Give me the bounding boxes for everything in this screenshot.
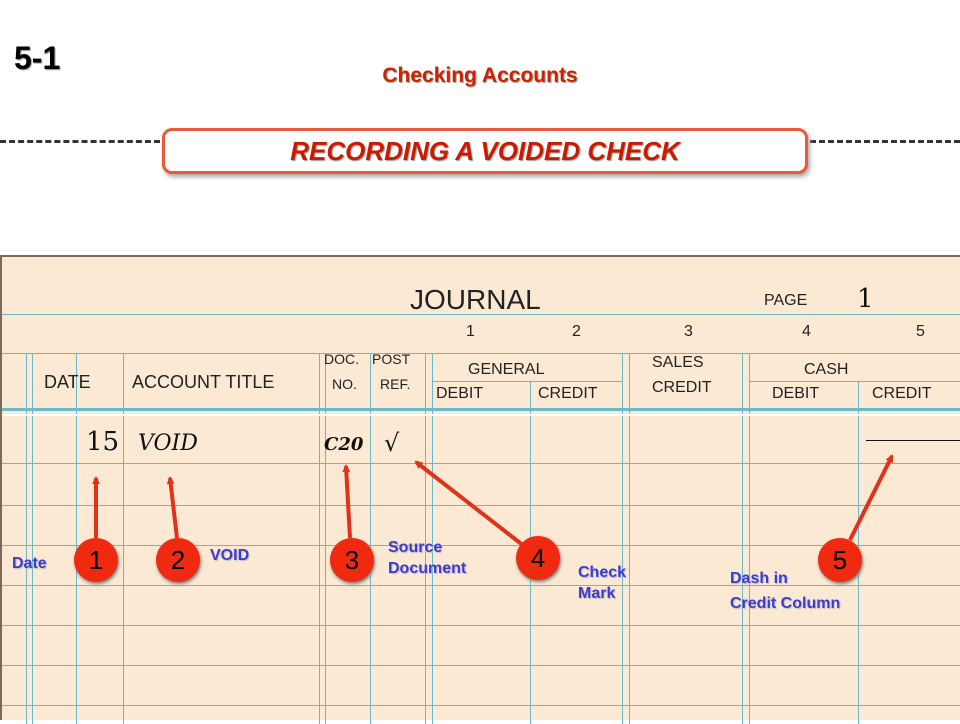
cash-credit-header: CREDIT: [872, 385, 932, 402]
general-header: GENERAL: [468, 361, 545, 378]
entry-check-mark: √: [384, 429, 400, 457]
arrow-2: [170, 478, 177, 538]
page-label: PAGE: [764, 292, 808, 309]
account-title-column-header: ACCOUNT TITLE: [132, 372, 275, 392]
callout-badge-2: 2: [156, 538, 200, 582]
column-number: 4: [802, 323, 811, 340]
title-banner: RECORDING A VOIDED CHECK: [162, 128, 808, 174]
column-number: 2: [572, 323, 581, 340]
callout-label-void: VOID: [210, 547, 250, 564]
date-column-header: DATE: [44, 372, 91, 392]
column-number: 1: [466, 323, 475, 340]
callout-label-check-mark: [578, 562, 626, 604]
callout-badge-1: 1: [74, 538, 118, 582]
callout-badge-4: 4: [516, 536, 560, 580]
column-number: 5: [916, 323, 925, 340]
callout-label-line: Dash in: [730, 570, 788, 587]
post-ref-header-line2: REF.: [380, 376, 411, 392]
cash-debit-header: DEBIT: [772, 385, 820, 402]
callout-label-line: Source: [388, 539, 443, 556]
sales-header-line1: SALES: [652, 354, 704, 371]
post-ref-header-line1: POST: [372, 351, 411, 367]
entry-doc-no: C20: [324, 434, 364, 455]
arrow-5: [850, 456, 892, 540]
page-number: 1: [857, 284, 874, 314]
callout-label-line: Credit Column: [730, 595, 841, 612]
callout-badge-3: 3: [330, 538, 374, 582]
callout-label-dash: [730, 566, 840, 616]
arrow-4: [416, 462, 524, 546]
callout-label-source-document: [388, 537, 466, 579]
cash-header: CASH: [804, 361, 849, 378]
column-number: 3: [684, 323, 693, 340]
slide-subtitle: Checking Accounts: [382, 64, 578, 87]
general-credit-header: CREDIT: [538, 385, 598, 402]
callout-label-line: Document: [388, 560, 467, 577]
callout-label-date: Date: [12, 555, 47, 572]
entry-date: 15: [86, 427, 120, 457]
general-debit-header: DEBIT: [436, 385, 484, 402]
doc-no-header-line2: NO.: [332, 376, 357, 392]
journal-title: JOURNAL: [410, 284, 541, 315]
sales-header-line2: CREDIT: [652, 379, 712, 396]
callout-label-line: Mark: [578, 585, 616, 602]
arrow-3: [346, 466, 350, 538]
callout-badge-5: 5: [818, 538, 862, 582]
doc-no-header-line1: DOC.: [324, 351, 359, 367]
entry-account-title: VOID: [138, 431, 198, 456]
lesson-number: 5-1: [14, 40, 61, 76]
callout-label-line: Check: [578, 564, 627, 581]
